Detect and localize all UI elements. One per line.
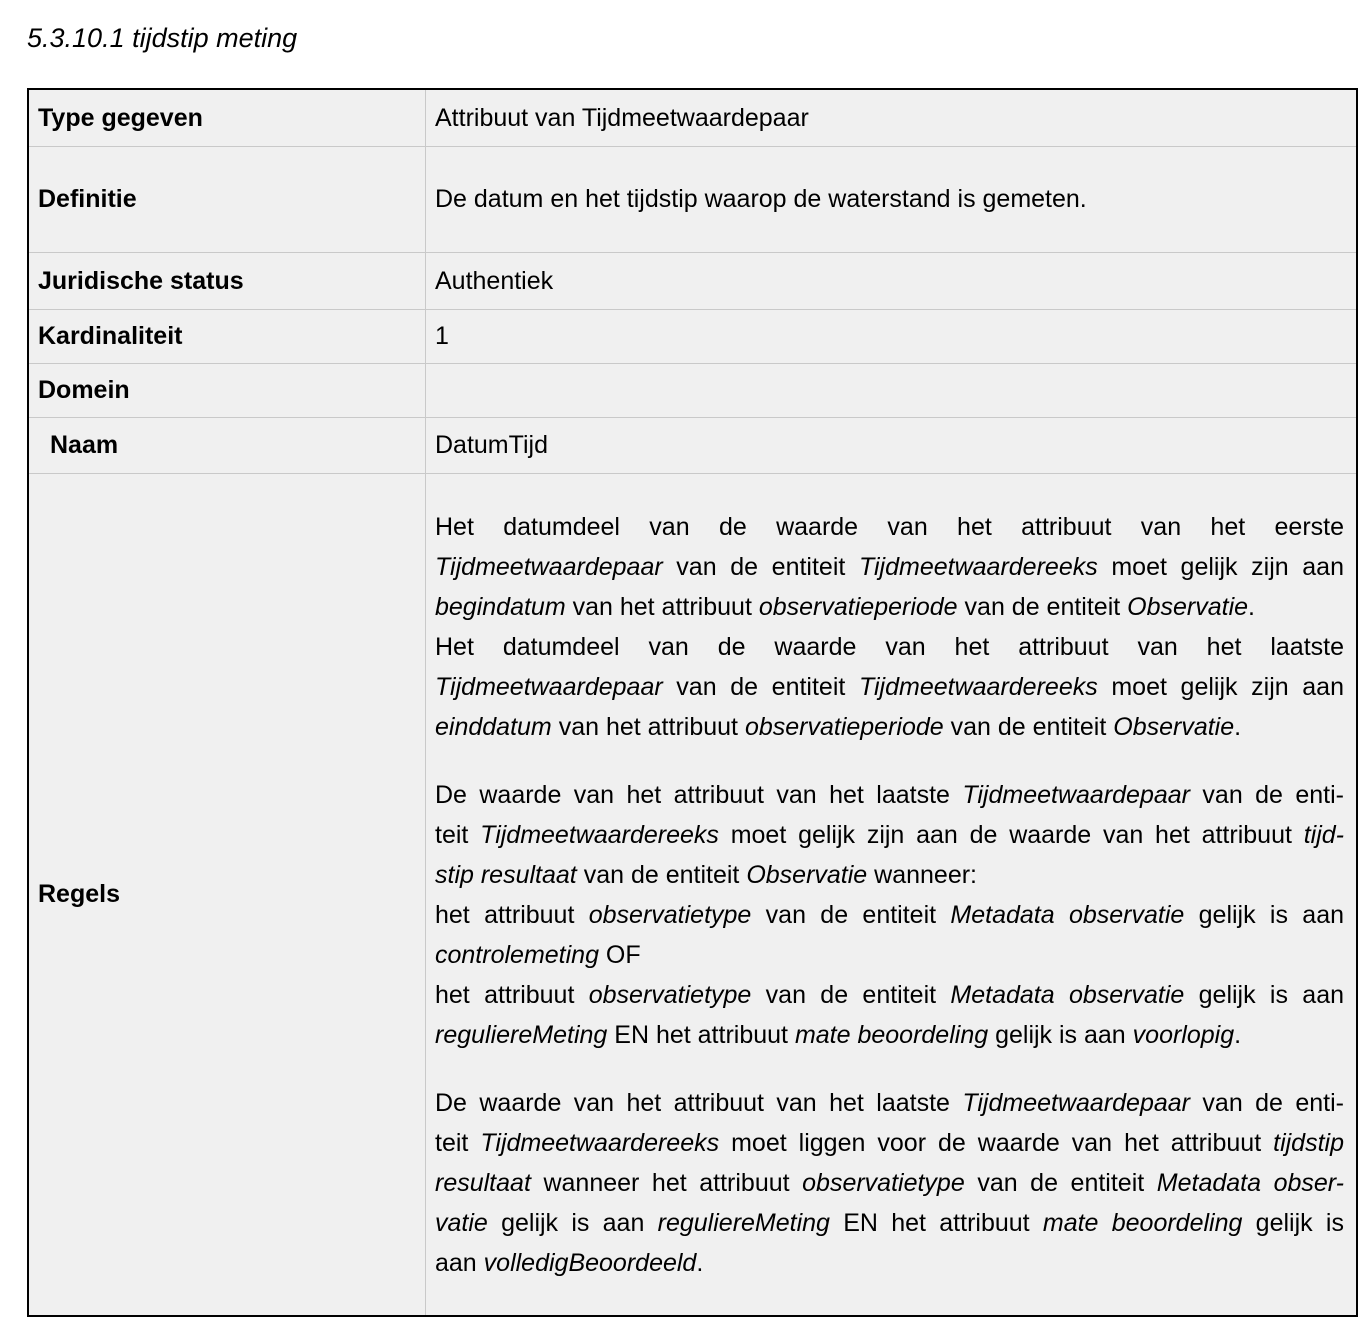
row-value: Attribuut van Tijdmeetwaardepaar: [425, 90, 1356, 146]
row-value: Authentiek: [425, 253, 1356, 309]
row-label: Naam: [50, 431, 119, 459]
text-line: einddatum van het attribuut observatieperiode van de entiteit Observatie.: [435, 712, 1242, 741]
table-row: [29, 146, 1356, 252]
row-label: Definitie: [38, 185, 137, 213]
text-line: teit Tijdmeetwaardereeks moet liggen voor de waarde van het attribuut tijdstip: [435, 1128, 1344, 1157]
text-line: het attribuut observatietype van de entiteit Metadata observatie gelijk is aan: [435, 900, 1345, 929]
text-line: De waarde van het attribuut van het laatste Tijdmeetwaardepaar van de enti-: [435, 1088, 1344, 1117]
definition-table: [27, 88, 1358, 1317]
row-label: Domein: [38, 376, 130, 404]
text-line: Het datumdeel van de waarde van het attribuut van het laatste: [435, 632, 1344, 661]
text-line: De waarde van het attribuut van het laatste Tijdmeetwaardepaar van de enti-: [435, 780, 1344, 809]
table-row: [29, 309, 1356, 363]
row-label: Kardinaliteit: [38, 322, 183, 350]
regels-text: [425, 474, 1356, 1315]
text-line: Het datumdeel van de waarde van het attribuut van het eerste: [435, 512, 1344, 541]
page-title: 5.3.10.1 tijdstip meting: [27, 23, 298, 53]
row-value: DatumTijd: [425, 418, 1356, 473]
text-line: vatie gelijk is aan reguliereMeting EN het attribuut mate beoordeling gelijk is: [435, 1208, 1344, 1237]
table-row: [29, 90, 1356, 146]
row-label: Regels: [38, 880, 120, 908]
text-line: controlemeting OF: [435, 940, 641, 969]
text-block: [435, 775, 1344, 1055]
table-row: [29, 473, 1356, 1315]
table-row: [29, 417, 1356, 473]
text-line: Tijdmeetwaardepaar van de entiteit Tijdmeetwaardereeks moet gelijk zijn aan: [435, 552, 1344, 581]
text-block: [435, 507, 1344, 747]
text-line: Tijdmeetwaardepaar van de entiteit Tijdmeetwaardereeks moet gelijk zijn aan: [435, 672, 1344, 701]
table-row: [29, 252, 1356, 309]
text-line: teit Tijdmeetwaardereeks moet gelijk zijn aan de waarde van het attribuut tijd-: [435, 820, 1344, 849]
row-value: 1: [425, 310, 1356, 363]
text-line: aan volledigBeoordeeld.: [435, 1248, 704, 1277]
text-line: het attribuut observatietype van de entiteit Metadata observatie gelijk is aan: [435, 980, 1345, 1009]
table-row: [29, 363, 1356, 417]
text-block: [435, 1083, 1344, 1283]
row-value: [425, 364, 1356, 417]
text-line: resultaat wanneer het attribuut observatietype van de entiteit Metadata obser-: [435, 1168, 1344, 1197]
row-label: Juridische status: [38, 266, 244, 295]
text-line: begindatum van het attribuut observatieperiode van de entiteit Observatie.: [435, 592, 1255, 621]
text-line: reguliereMeting EN het attribuut mate beoordeling gelijk is aan voorlopig.: [435, 1020, 1242, 1049]
row-value: De datum en het tijdstip waarop de waterstand is gemeten.: [425, 147, 1356, 252]
row-label: Type gegeven: [38, 103, 203, 132]
text-line: stip resultaat van de entiteit Observatie wanneer:: [435, 860, 977, 889]
